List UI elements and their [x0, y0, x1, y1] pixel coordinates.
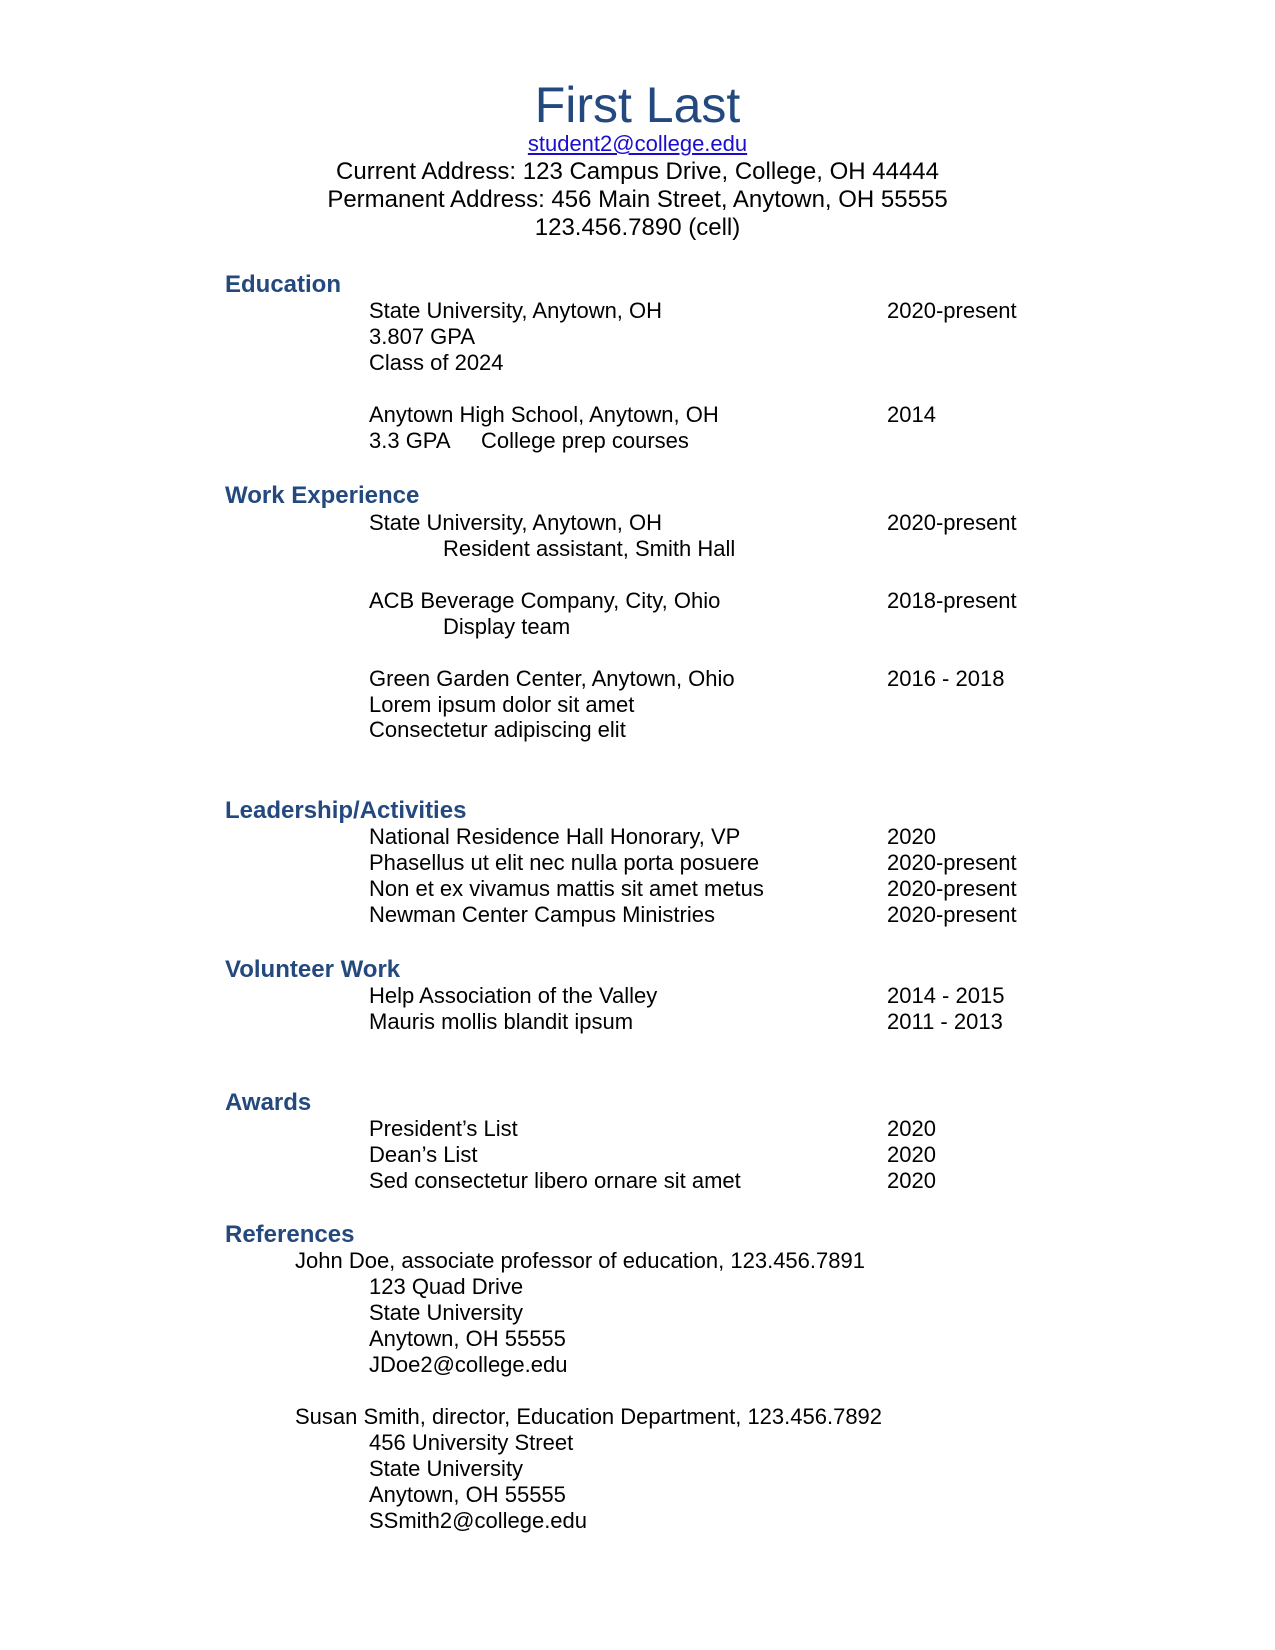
leadership-date: 2020	[887, 824, 936, 849]
education-school: Anytown High School, Anytown, OH	[369, 402, 719, 427]
reference-city: Anytown, OH 55555	[369, 1482, 566, 1507]
leadership-date: 2020-present	[887, 850, 1017, 875]
volunteer-date: 2011 - 2013	[887, 1009, 1003, 1034]
education-school: State University, Anytown, OH	[369, 298, 663, 323]
education-class: Class of 2024	[369, 350, 504, 375]
award-date: 2020	[887, 1116, 936, 1141]
leadership-item: Newman Center Campus Ministries	[369, 902, 715, 927]
reference-email: JDoe2@college.edu	[369, 1352, 568, 1377]
leadership-item: Phasellus ut elit nec nulla porta posuere	[369, 850, 760, 875]
education-gpa: 3.807 GPA	[369, 324, 475, 349]
award-date: 2020	[887, 1168, 936, 1193]
reference-name: Susan Smith, director, Education Department, 123.456.7892	[295, 1404, 883, 1429]
permanent-address: Permanent Address: 456 Main Street, Anytown, OH 55555	[327, 186, 948, 213]
volunteer-date: 2014 - 2015	[887, 983, 1005, 1008]
work-date: 2016 - 2018	[887, 666, 1005, 691]
work-description: Lorem ipsum dolor sit amet	[369, 692, 635, 717]
leadership-date: 2020-present	[887, 876, 1017, 901]
work-employer: ACB Beverage Company, City, Ohio	[369, 588, 721, 613]
phone-number: 123.456.7890 (cell)	[534, 214, 741, 241]
award-item: Dean’s List	[369, 1142, 478, 1167]
email-link[interactable]: student2@college.edu	[527, 131, 748, 156]
work-employer: State University, Anytown, OH	[369, 510, 663, 535]
education-courses: College prep courses	[481, 428, 689, 453]
award-item: Sed consectetur libero ornare sit amet	[369, 1168, 741, 1193]
current-address: Current Address: 123 Campus Drive, College, OH 44444	[336, 158, 939, 185]
work-role: Display team	[443, 614, 571, 639]
leadership-date: 2020-present	[887, 902, 1017, 927]
reference-email: SSmith2@college.edu	[369, 1508, 588, 1533]
resume-name: First Last	[534, 77, 741, 133]
section-heading-volunteer: Volunteer Work	[225, 956, 401, 983]
work-role: Resident assistant, Smith Hall	[443, 536, 736, 561]
volunteer-item: Mauris mollis blandit ipsum	[369, 1009, 634, 1034]
work-date: 2018-present	[887, 588, 1017, 613]
volunteer-item: Help Association of the Valley	[369, 983, 658, 1008]
education-date: 2020-present	[887, 298, 1017, 323]
work-employer: Green Garden Center, Anytown, Ohio	[369, 666, 735, 691]
work-date: 2020-present	[887, 510, 1017, 535]
reference-city: Anytown, OH 55555	[369, 1326, 566, 1351]
reference-street: 123 Quad Drive	[369, 1274, 524, 1299]
section-heading-leadership: Leadership/Activities	[225, 797, 467, 824]
award-date: 2020	[887, 1142, 936, 1167]
leadership-item: National Residence Hall Honorary, VP	[369, 824, 741, 849]
reference-name: John Doe, associate professor of education, 123.456.7891	[295, 1248, 865, 1273]
reference-street: 456 University Street	[369, 1430, 574, 1455]
reference-institution: State University	[369, 1456, 524, 1481]
section-heading-education: Education	[225, 271, 342, 298]
section-heading-references: References	[225, 1221, 355, 1248]
section-heading-work: Work Experience	[225, 482, 420, 509]
section-heading-awards: Awards	[225, 1089, 312, 1116]
leadership-item: Non et ex vivamus mattis sit amet metus	[369, 876, 764, 901]
education-gpa: 3.3 GPA	[369, 428, 451, 453]
reference-institution: State University	[369, 1300, 524, 1325]
award-item: President’s List	[369, 1116, 518, 1141]
email-line	[0, 133, 1275, 155]
work-description: Consectetur adipiscing elit	[369, 717, 626, 742]
education-date: 2014	[887, 402, 936, 427]
